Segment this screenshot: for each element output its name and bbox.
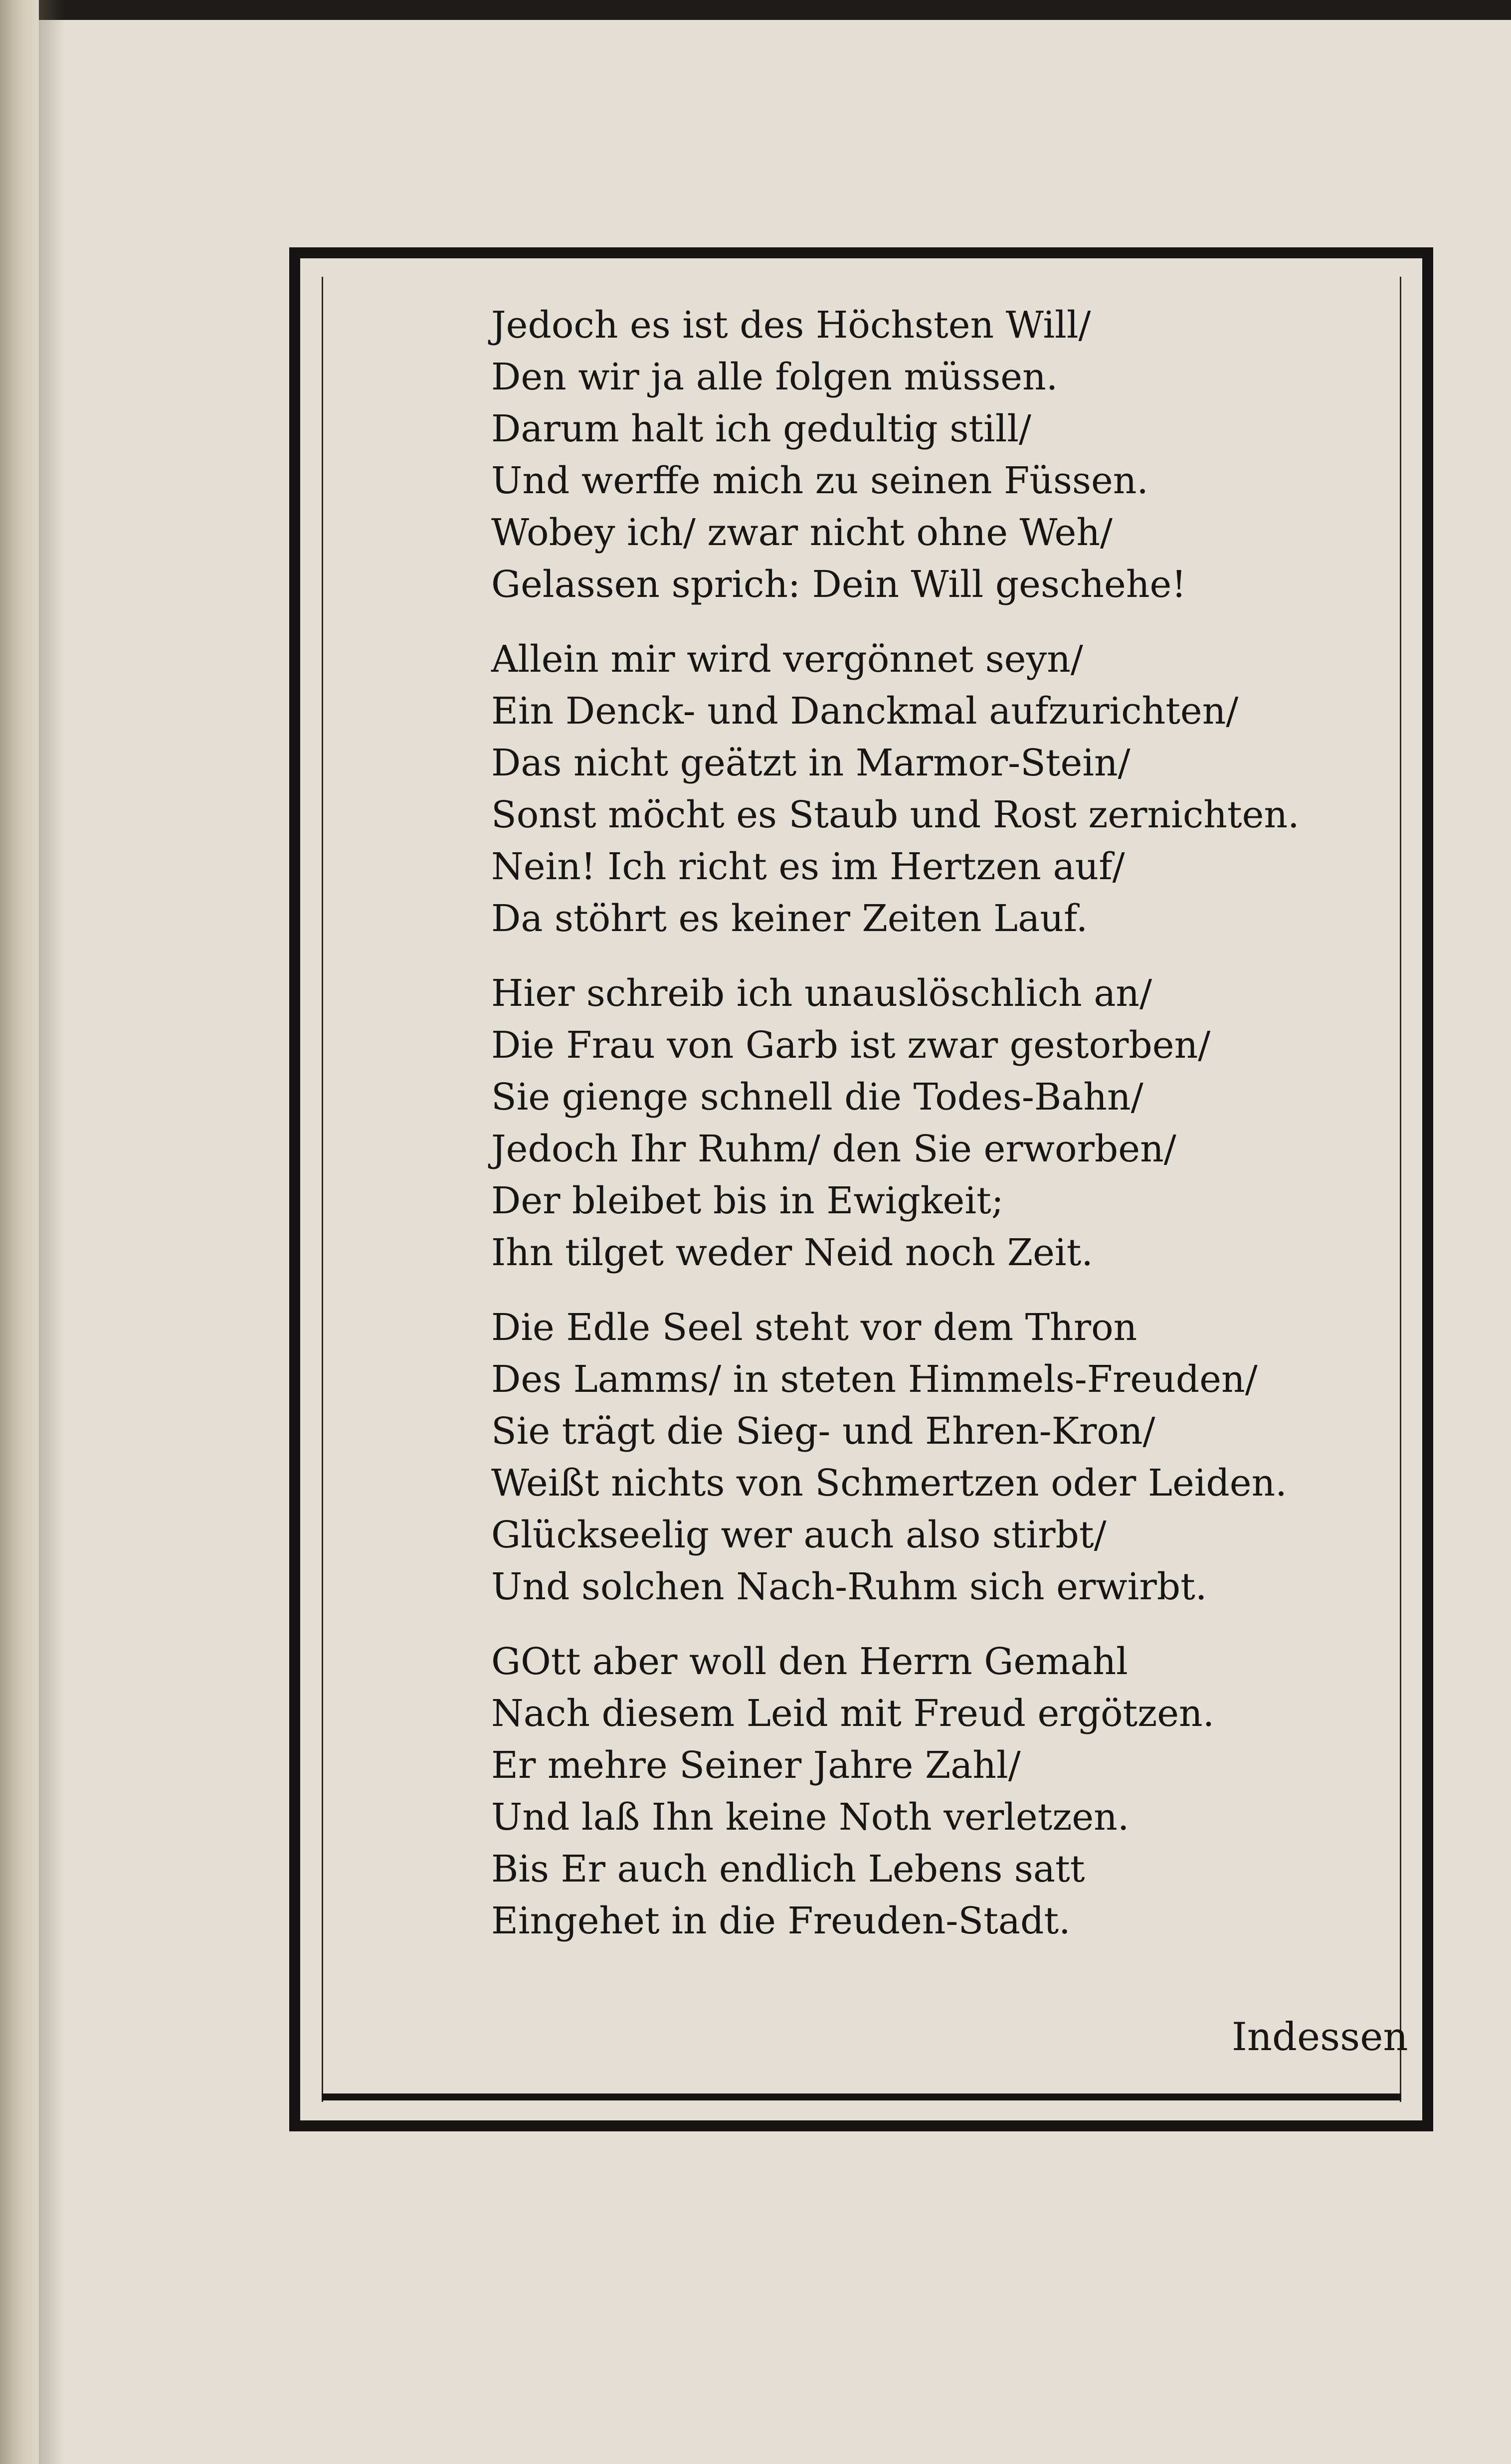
- poem-line: Sie gienge schnell die Todes-Bahn/: [491, 1076, 1143, 1119]
- stanza-4: [491, 1302, 1339, 1613]
- top-shadow-edge: [0, 0, 1511, 20]
- poem-line: Allein mir wird vergönnet seyn/: [491, 638, 1083, 681]
- poem-line: Jedoch es ist des Höchsten Will/: [491, 304, 1091, 347]
- poem-body: [491, 299, 1339, 1970]
- poem-line: Ihn tilget weder Neid noch Zeit.: [491, 1231, 1093, 1274]
- poem-line: Darum halt ich gedultig still/: [491, 407, 1031, 450]
- stanza-5: [491, 1636, 1339, 1947]
- poem-line: Und solchen Nach-Ruhm sich erwirbt.: [491, 1565, 1207, 1608]
- poem-line: Nein! Ich richt es im Hertzen auf/: [491, 845, 1125, 888]
- poem-line: Hier schreib ich unauslöschlich an/: [491, 972, 1152, 1015]
- poem-line: Weißt nichts von Schmertzen oder Leiden.: [491, 1462, 1287, 1505]
- poem-line: Gelassen sprich: Dein Will geschehe!: [491, 563, 1187, 606]
- poem-line: Das nicht geätzt in Marmor-Stein/: [491, 742, 1131, 784]
- stanza-3: [491, 967, 1339, 1279]
- poem-line: Und laß Ihn keine Noth verletzen.: [491, 1796, 1130, 1839]
- stanza-1: [491, 299, 1339, 610]
- poem-line: GOtt aber woll den Herrn Gemahl: [491, 1640, 1128, 1683]
- catchword: Indessen: [1232, 2015, 1408, 2060]
- inner-border-bottom-bar: [322, 2093, 1401, 2100]
- book-spine: [0, 0, 39, 2464]
- poem-line: Des Lamms/ in steten Himmels-Freuden/: [491, 1358, 1258, 1401]
- poem-line: Sonst möcht es Staub und Rost zernichten.: [491, 793, 1300, 836]
- poem-line: Nach diesem Leid mit Freud ergötzen.: [491, 1692, 1215, 1735]
- poem-line: Die Frau von Garb ist zwar gestorben/: [491, 1024, 1211, 1067]
- poem-line: Sie trägt die Sieg- und Ehren-Kron/: [491, 1410, 1155, 1453]
- poem-line: Eingehet in die Freuden-Stadt.: [491, 1899, 1071, 1942]
- spine-shadow: [39, 0, 64, 2464]
- poem-line: Die Edle Seel steht vor dem Thron: [491, 1306, 1137, 1349]
- poem-line: Wobey ich/ zwar nicht ohne Weh/: [491, 511, 1113, 554]
- poem-line: Bis Er auch endlich Lebens satt: [491, 1848, 1085, 1891]
- poem-line: Er mehre Seiner Jahre Zahl/: [491, 1744, 1021, 1787]
- poem-line: Ein Denck- und Danckmal aufzurichten/: [491, 690, 1239, 733]
- stanza-2: [491, 633, 1339, 945]
- poem-line: Den wir ja alle folgen müssen.: [491, 356, 1058, 398]
- poem-line: Da stöhrt es keiner Zeiten Lauf.: [491, 897, 1088, 940]
- poem-line: Glückseelig wer auch also stirbt/: [491, 1514, 1107, 1556]
- poem-line: Und werffe mich zu seinen Füssen.: [491, 459, 1148, 502]
- poem-line: Jedoch Ihr Ruhm/ den Sie erworben/: [491, 1128, 1176, 1170]
- poem-line: Der bleibet bis in Ewigkeit;: [491, 1179, 1004, 1222]
